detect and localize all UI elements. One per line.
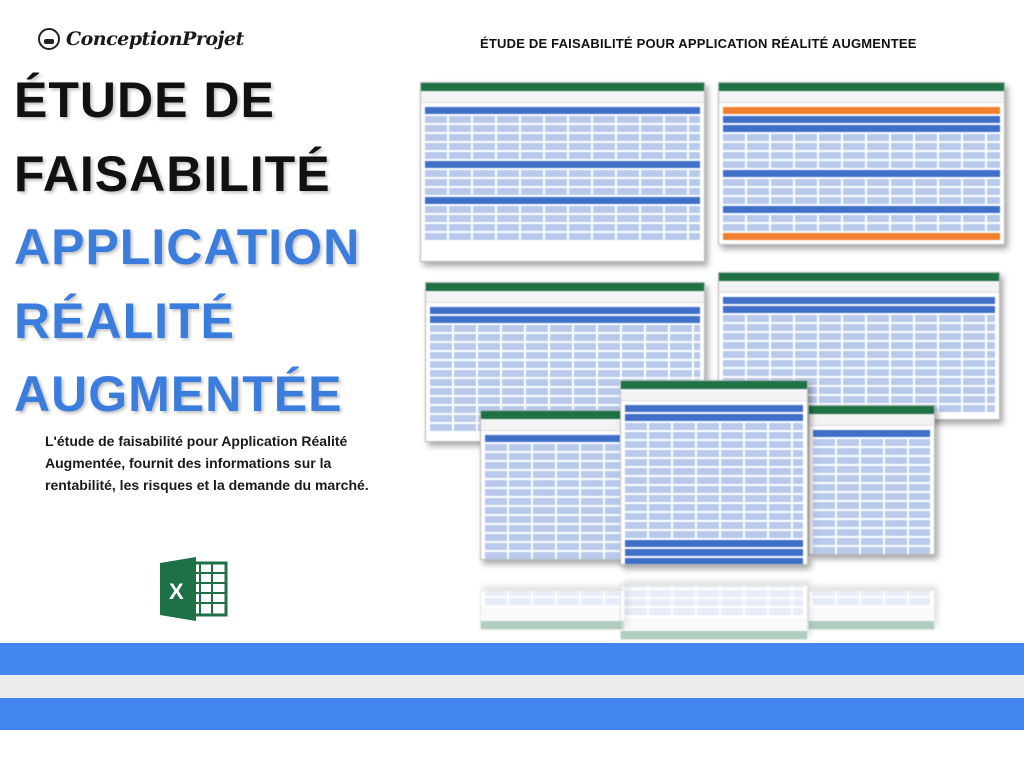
headline-line: RÉALITÉ bbox=[14, 292, 235, 349]
spreadsheet-preview bbox=[620, 380, 808, 565]
headline bbox=[14, 64, 360, 432]
spreadsheet-preview bbox=[420, 82, 705, 262]
spreadsheet-reflection bbox=[808, 590, 935, 630]
decorative-stripe bbox=[0, 643, 1024, 675]
headline-line: AUGMENTÉE bbox=[14, 366, 343, 422]
headline-line: ÉTUDE DE bbox=[14, 72, 275, 128]
spreadsheet-reflection bbox=[480, 590, 625, 630]
logo-icon bbox=[38, 28, 60, 50]
page-title: ÉTUDE DE FAISABILITÉ POUR APPLICATION RÉALITÉ AUGMENTEE bbox=[480, 36, 917, 51]
brand-logo bbox=[38, 28, 244, 50]
spreadsheet-preview bbox=[808, 405, 935, 555]
headline-line: FAISABILITÉ bbox=[14, 145, 331, 202]
spreadsheet-preview bbox=[718, 82, 1005, 245]
brand-name: ConceptionProjet bbox=[66, 28, 244, 50]
excel-icon bbox=[160, 557, 230, 626]
spreadsheet-reflection bbox=[620, 585, 808, 640]
spreadsheet-preview bbox=[480, 410, 625, 560]
decorative-stripe bbox=[0, 698, 1024, 730]
headline-line: APPLICATION bbox=[14, 219, 361, 275]
description: L'étude de faisabilité pour Application Réalité Augmentée, fournit des informations sur la rentabilité, les risques et la demande du marché. bbox=[45, 433, 369, 493]
svg-text:X: X bbox=[169, 579, 184, 604]
decorative-stripe bbox=[0, 675, 1024, 698]
